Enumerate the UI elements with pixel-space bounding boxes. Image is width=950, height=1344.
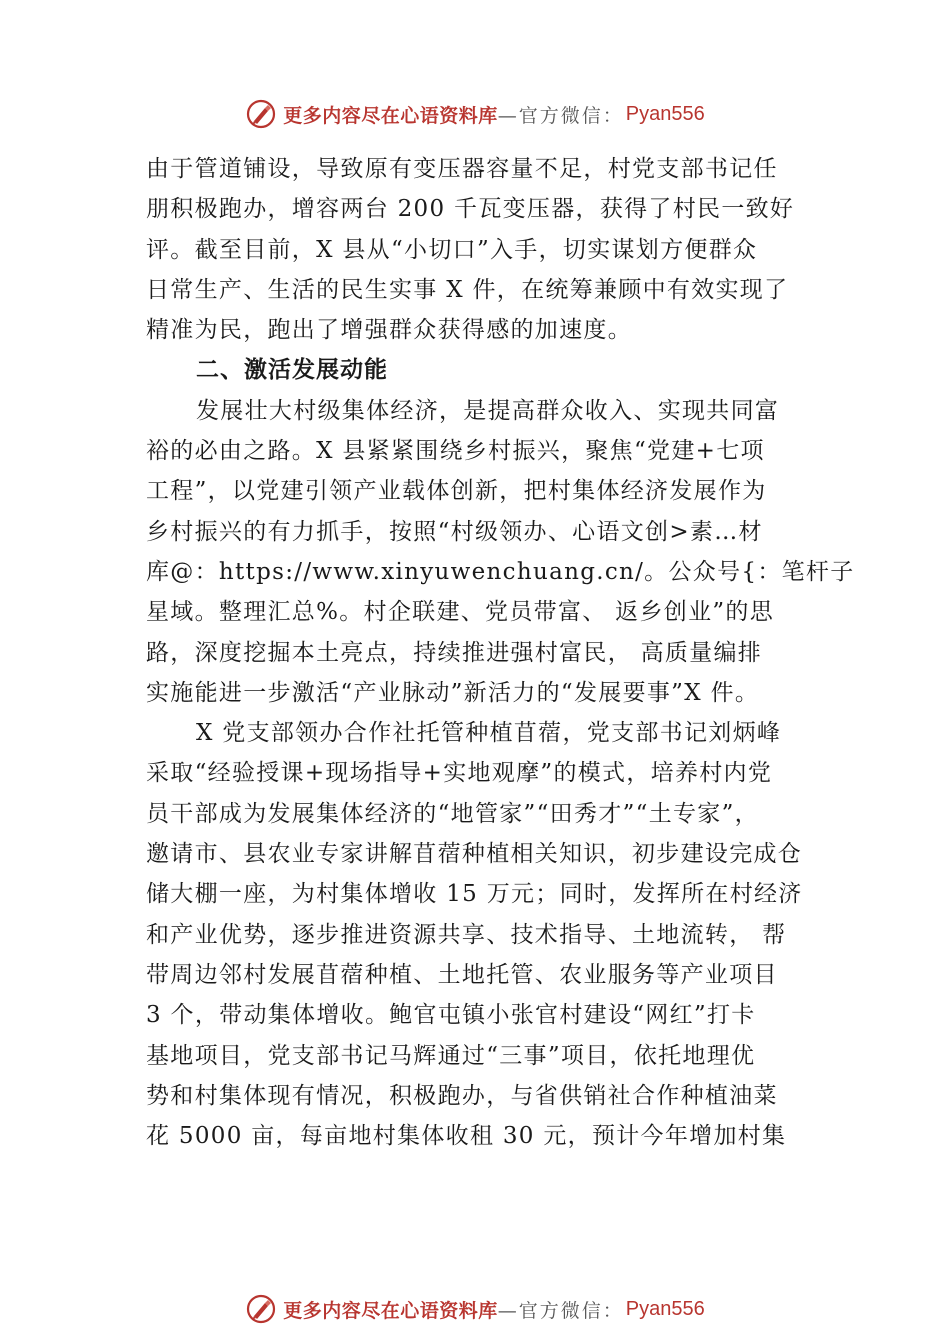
body-line: 日常生产、生活的民生实事 X 件，在统筹兼顾中有效实现了: [146, 276, 789, 303]
body-line: X 党支部领办合作社托管种植苜蓿，党支部书记刘炳峰: [196, 720, 782, 747]
pen-logo-icon: [245, 1293, 277, 1325]
document-body: [146, 149, 855, 1156]
body-line: 带周边邻村发展苜蓿种植、土地托管、农业服务等产业项目: [146, 961, 778, 988]
body-line: 邀请市、县农业专家讲解苜蓿种植相关知识，初步建设完成仓: [146, 841, 803, 868]
pen-logo-icon: [245, 98, 277, 130]
watermark-banner-top: [0, 94, 950, 134]
watermark-wechat-label: —官方微信：: [497, 1299, 624, 1322]
body-line: 精准为民，跑出了增强群众获得感的加速度。: [146, 317, 632, 344]
body-line: 裕的必由之路。X 县紧紧围绕乡村振兴，聚焦“党建+七项: [146, 438, 765, 465]
body-line: 库@：https://www.xinyuwenchuang.cn/。公众号{：笔杆子: [146, 558, 855, 585]
body-line: 基地项目，党支部书记马辉通过“三事”项目，依托地理优: [146, 1042, 756, 1069]
section-heading: 二、激活发展动能: [196, 357, 388, 384]
watermark-library-text: 更多内容尽在心语资料库: [283, 104, 498, 127]
body-line: 路，深度挖掘本土亮点，持续推进强村富民， 高质量编排: [146, 639, 763, 666]
body-line: 评。截至目前，X 县从“小切口”入手，切实谋划方便群众: [146, 236, 758, 263]
body-line: 实施能进一步激活“产业脉动”新活力的“发展要事”X 件。: [146, 679, 760, 706]
watermark-banner-bottom: [0, 1289, 950, 1329]
watermark-wechat-label: —官方微信：: [497, 104, 624, 127]
body-line: 员干部成为发展集体经济的“地管家”“田秀才”“土专家”，: [146, 800, 759, 827]
body-line: 势和村集体现有情况，积极跑办，与省供销社合作种植油菜: [146, 1082, 778, 1109]
watermark-library-text: 更多内容尽在心语资料库: [283, 1299, 498, 1322]
body-line: 工程”，以党建引领产业载体创新，把村集体经济发展作为: [146, 478, 767, 505]
body-line: 发展壮大村级集体经济，是提高群众收入、实现共同富: [196, 397, 780, 424]
watermark-wechat-id: Pyan556: [625, 102, 705, 125]
body-line: 采取“经验授课+现场指导+实地观摩”的模式，培养村内党: [146, 760, 773, 787]
body-line: 朋积极跑办，增容两台 200 千瓦变压器，获得了村民一致好: [146, 196, 795, 223]
body-line: 储大棚一座，为村集体增收 15 万元；同时，发挥所在村经济: [146, 881, 803, 908]
body-line: 星域。整理汇总%。村企联建、党员带富、 返乡创业”的思: [146, 599, 775, 626]
body-line: 乡村振兴的有力抓手，按照“村级领办、心语文创>素…材: [146, 518, 763, 545]
watermark-wechat-id: Pyan556: [625, 1297, 705, 1320]
body-line: 3 个，带动集体增收。鲍官屯镇小张官村建设“网红”打卡: [146, 1002, 756, 1029]
body-line: 由于管道铺设，导致原有变压器容量不足，村党支部书记任: [146, 156, 778, 182]
body-line: 和产业优势，逐步推进资源共享、技术指导、土地流转， 帮: [146, 921, 787, 948]
body-line: 花 5000 亩，每亩地村集体收租 30 元，预计今年增加村集: [146, 1123, 787, 1150]
